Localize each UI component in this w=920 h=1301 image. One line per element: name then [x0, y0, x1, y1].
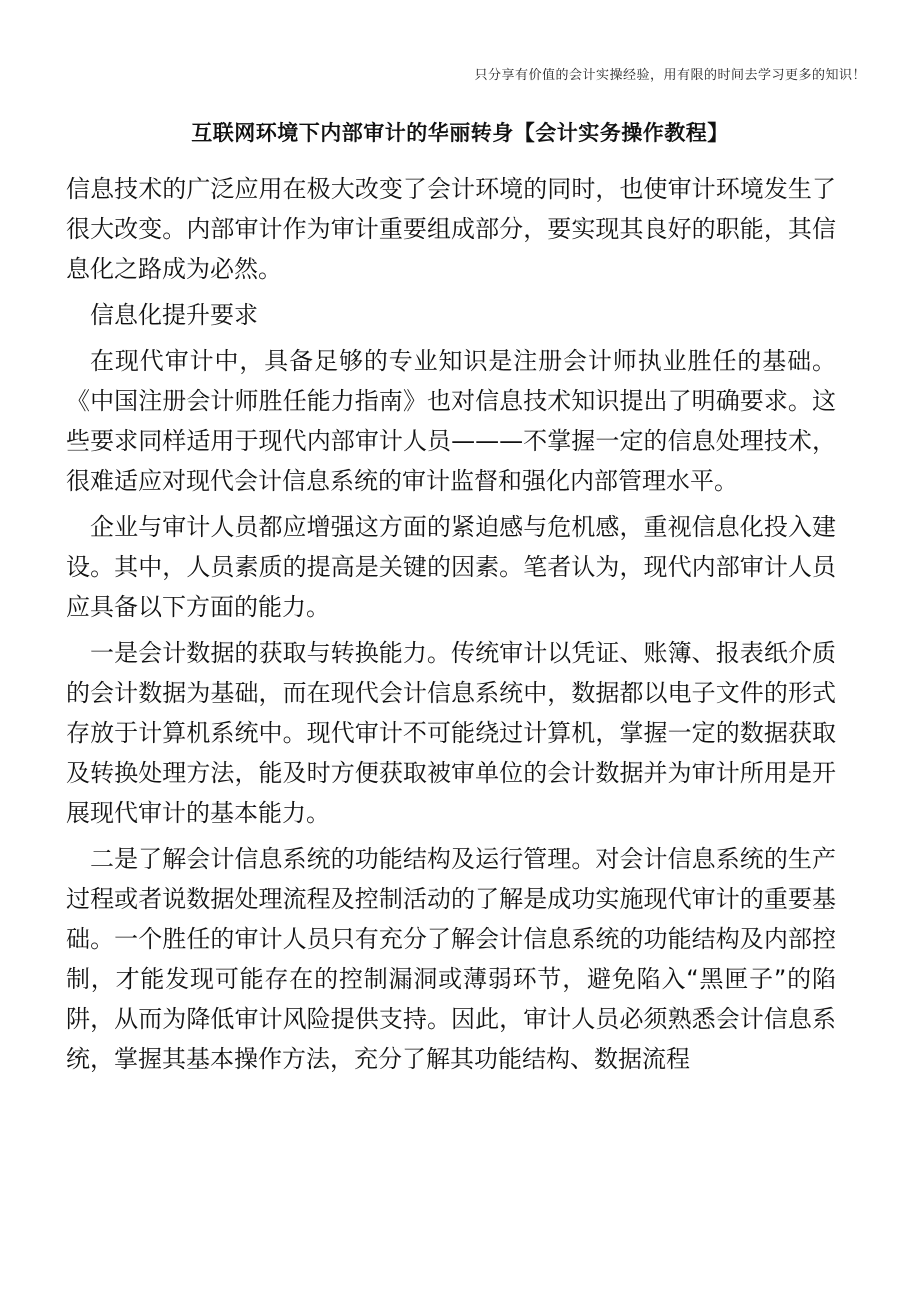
- body-paragraph: 企业与审计人员都应增强这方面的紧迫感与危机感，重视信息化投入建设。其中，人员素质的提高是关键的因素。笔者认为，现代内部审计人员应具备以下方面的能力。: [66, 513, 836, 621]
- section-heading: 信息化提升要求: [90, 301, 258, 329]
- body-paragraph: 在现代审计中，具备足够的专业知识是注册会计师执业胜任的基础。《中国注册会计师胜任能力指南》也对信息技术知识提出了明确要求。这些要求同样适用于现代内部审计人员———不掌握一定的信息处理技术，很难适应对现代会计信息系统的审计监督和强化内部管理水平。: [66, 347, 836, 495]
- intro-paragraph: 信息技术的广泛应用在极大改变了会计环境的同时，也使审计环境发生了很大改变。内部审计作为审计重要组成部分，要实现其良好的职能，其信息化之路成为必然。: [66, 175, 836, 283]
- header-note: 只分享有价值的会计实操经验，用有限的时间去学习更多的知识！: [474, 68, 866, 83]
- body-paragraph: 一是会计数据的获取与转换能力。传统审计以凭证、账簿、报表纸介质的会计数据为基础，而在现代会计信息系统中，数据都以电子文件的形式存放于计算机系统中。现代审计不可能绕过计算机，掌握一定的数据获取及转换处理方法，能及时方便获取被审单位的会计数据并为审计所用是开展现代审计的基本能力。: [66, 639, 836, 827]
- document-body: [66, 169, 836, 1085]
- document-title: 互联网环境下内部审计的华丽转身【会计实务操作教程】: [191, 121, 729, 145]
- body-paragraph: 二是了解会计信息系统的功能结构及运行管理。对会计信息系统的生产过程或者说数据处理流程及控制活动的了解是成功实施现代审计的重要基础。一个胜任的审计人员只有充分了解会计信息系统的功能结构及内部控制，才能发现可能存在的控制漏洞或薄弱环节，避免陷入“黑匣子”的陷阱，从而为降低审计风险提供支持。因此，审计人员必须熟悉会计信息系统，掌握其基本操作方法，充分了解其功能结构、数据流程: [66, 845, 836, 1073]
